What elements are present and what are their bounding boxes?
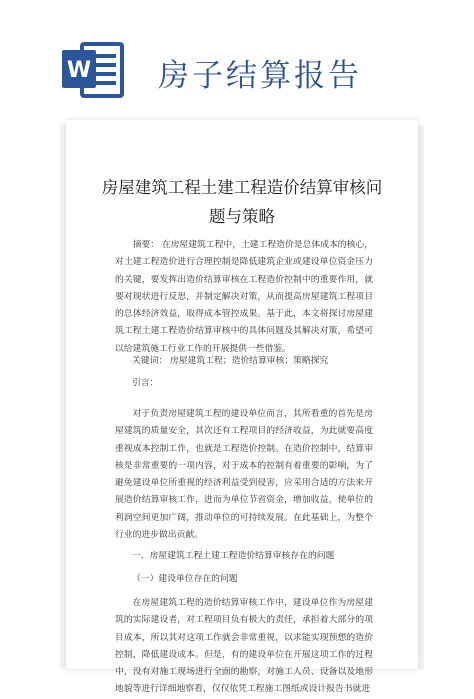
- word-document-icon: [60, 38, 126, 100]
- page-title: 房子结算报告: [158, 58, 362, 94]
- intro-paragraph: 对于负责房屋建筑工程的建设单位而言，其所看重的首先是房屋建筑的质量安全，其次还有工程项目的经济收益，为此就要高度重视成本控制工作，也就是工程造价控制。在造价控制中，结算审核是非常重要的一项内容，对于成本的控制有着重要的影响，为了避免建设单位所重视的经济利益受到侵害，应采用合适的方法来开展造价结算审核工作，进而为单位节省资金，增加收益，使单位的利润空间更加广阔，推动单位的可持续发展。在此基础上，为整个行业的进步做出贡献。: [115, 409, 373, 541]
- abstract-paragraph: 摘要： 在房屋建筑工程中，土建工程造价是总体成本的核心，对土建工程造价进行合理控制是降低建筑企业或建设单位资金压力的关键，要发挥出造价结算审核在工程造价控制中的重要作用，就要对现状进行反思，并制定解决对策，从而提高房屋建筑工程项目的总体经济效益，取得成本管控成果。基于此，本文将探讨房屋建筑工程土建工程造价结算审核中的具体问题及其解决对策，希望可以给建筑施工行业工作的开展提供一些借鉴。: [115, 240, 373, 354]
- header-banner: [0, 0, 474, 122]
- body-paragraph: 在房屋建筑工程的造价结算审核工作中，建设单位作为房屋建筑的实际建设者，对工程项目负有极大的责任，承担着大部分的项目成本，所以其对这项工作就会非常重视，以求能实现预想的造价控制，降低建设成本。但是，有的建设单位在开展这项工作的过程中，没有对施工现场进行全面的勘察，对施工人员、设备以及地形地貌等进行详细地察看，仅仅依凭工程施工图纸或设计报告书就进: [115, 598, 373, 695]
- keywords-line: 关键词： 房屋建筑工程；造价结算审核；策略探究: [132, 356, 329, 366]
- intro-heading: 引言：: [132, 378, 159, 388]
- section-heading-1: 一、房屋建筑工程土建工程造价结算审核存在的问题: [132, 551, 335, 561]
- svg-text:W: W: [66, 58, 92, 83]
- subsection-heading-1-1: （一）建设单位存在的问题: [132, 574, 238, 584]
- document-page: [66, 120, 418, 695]
- document-title-line2: 题与策略: [209, 207, 275, 226]
- document-title-line1: 房屋建筑工程土建工程造价结算审核问: [101, 178, 383, 197]
